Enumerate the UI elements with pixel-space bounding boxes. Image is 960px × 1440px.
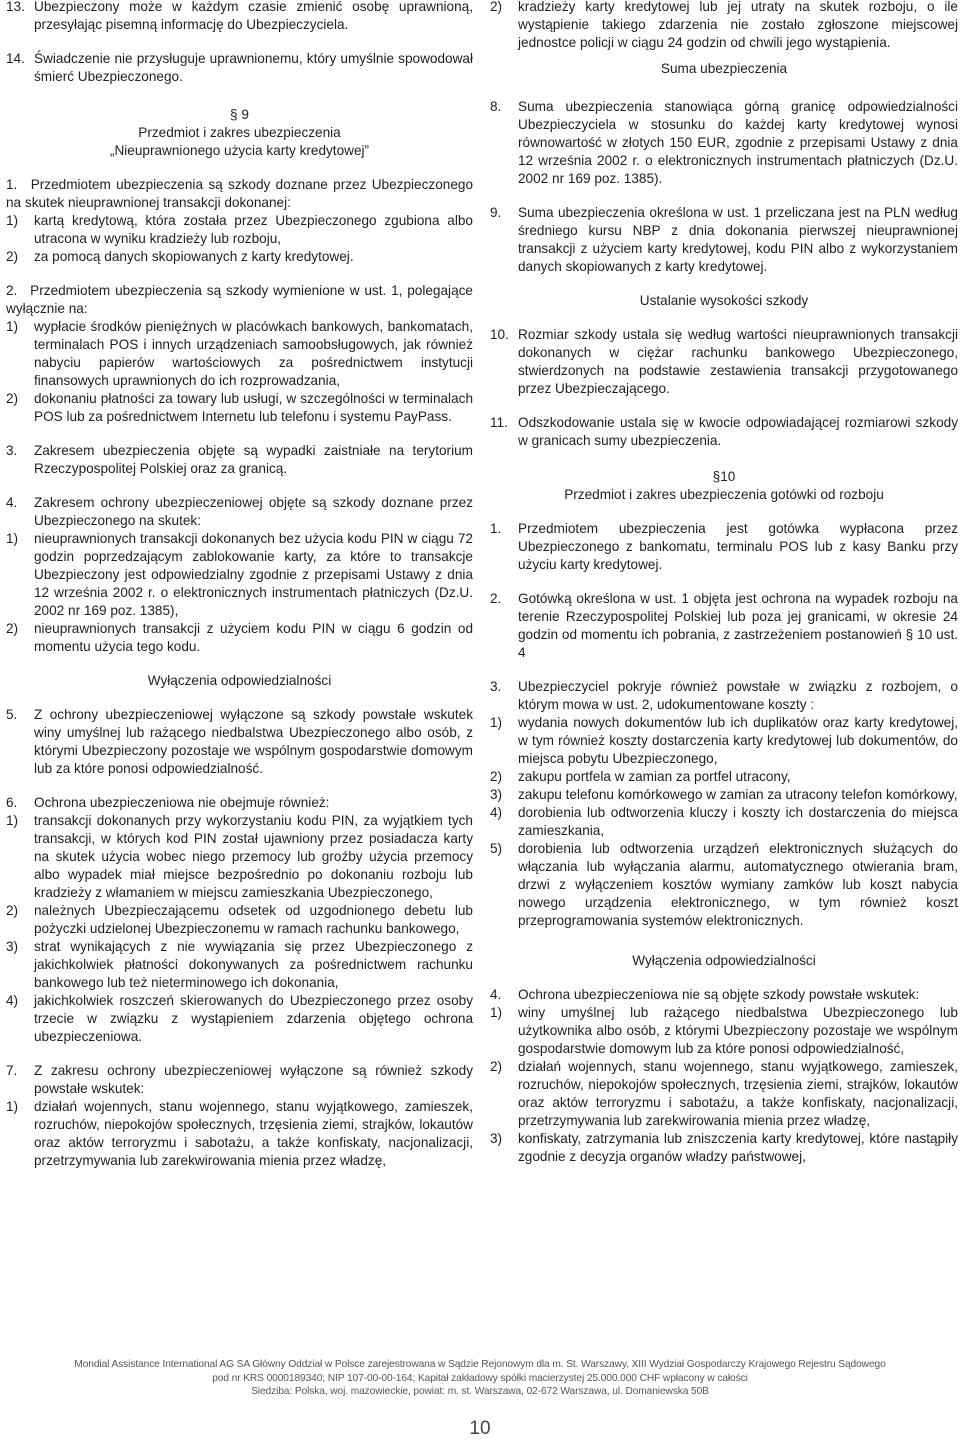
sub-item: 1) wypłacie środków pieniężnych w placówkach bankowych, bankomatach, terminalach POS i innych urządzeniach samoobsługowych, jak również nabyciu papierów wartościowych za pośrednictwem instytucji finansowych uprawnionych do ich rozprowadzania,	[6, 319, 473, 388]
sub-item: 3) konfiskaty, zatrzymania lub zniszczenia karty kredytowej, które nastąpiły zgodnie z decyzja organów władzy państwowej,	[490, 1131, 958, 1164]
footer-line: pod nr KRS 0000189340; NIP 107-00-00-164; Kapitał zakładowy spółki macierzystej 25.000.000 CHF wpłacony w całości	[212, 1372, 748, 1384]
sub-item: 2) działań wojennych, stanu wojennego, stanu wyjątkowego, zamieszek, rozruchów, niepokojów społecznych, trzęsienia ziemi, strajków, lokautów oraz aktów terroryzmu i sabotażu, a także konfiskaty, nacjonalizacji, przetrzymywania lub zarekwirowania mienia przez władzę,	[490, 1059, 958, 1128]
clause: 3. Zakresem ubezpieczenia objęte są wypadki zaistniałe na terytorium Rzeczypospolitej Polskiej oraz za granicą.	[6, 443, 473, 476]
right-column	[490, 0, 958, 1166]
sub-item: 4) dorobienia lub odtworzenia kluczy i koszty ich dostarczenia do miejsca zamieszkania,	[490, 805, 958, 838]
section-title: Przedmiot i zakres ubezpieczenia	[138, 125, 341, 140]
exclusions-heading: Wyłączenia odpowiedzialności	[147, 673, 332, 688]
list-item: 13. Ubezpieczony może w każdym czasie zmienić osobę uprawnioną, przesyłając pisemną informację do Ubezpieczyciela.	[6, 0, 473, 32]
sub-item: 1) wydania nowych dokumentów lub ich duplikatów oraz karty kredytowej, w tym również koszty dostarczenia karty kredytowej lub dokumentów, do miejsca pobytu Ubezpieczonego,	[490, 715, 958, 766]
section-heading	[490, 468, 958, 504]
sub-item: 2) zakupu portfela w zamian za portfel utracony,	[490, 769, 791, 784]
clause: 10. Rozmiar szkody ustala się według wartości nieuprawnionych transakcji dokonanych w ciężar rachunku bankowego Ubezpieczonego, stwierdzonych na podstawie zestawienia transakcji przygotowanego przez Ubezpieczającego.	[490, 327, 958, 396]
sub-item: 2) nieuprawnionych transakcji z użyciem kodu PIN w ciągu 6 godzin od momentu użycia tego kodu.	[6, 621, 473, 654]
sub-item: 1) transakcji dokonanych przy wykorzystaniu kodu PIN, za wyjątkiem tych transakcji, w których kod PIN został ujawniony przez posiadacza karty na skutek użycia wobec niego przemocy lub groźby użycia przemocy albo wypadek miał miejsce bezpośrednio po dokonaniu rozboju lub kradzieży z włamaniem w miejscu zamieszkania Ubezpieczonego,	[6, 813, 473, 900]
sub-item: 5) dorobienia lub odtworzenia urządzeń elektronicznych służących do włączania lub wyłączania alarmu, automatycznego otwierania bram, drzwi z wyłączeniem kosztów wymiany zamków lub koszt nabycia nowego urządzenia elektronicznego, w tym również koszt przeprogramowania systemów elektronicznych.	[490, 841, 958, 928]
clause: 1. Przedmiotem ubezpieczenia są szkody doznane przez Ubezpieczonego na skutek nieuprawnionej transakcji dokonanej:	[6, 177, 474, 210]
paragraph-symbol: §10	[712, 469, 736, 484]
footer-line: Mondial Assistance International AG SA Główny Oddział w Polsce zarejestrowana w Sądzie Rejonowym dla m. St. Warszawy, XIII Wydział Gospodarczy Krajowego Rejestru Sądowego	[74, 1359, 886, 1370]
legal-footer	[0, 1358, 960, 1399]
section-heading	[6, 106, 473, 160]
clause: 6. Ochrona ubezpieczeniowa nie obejmuje również:	[6, 795, 330, 810]
sub-item: 1) nieuprawnionych transakcji dokonanych bez użycia kodu PIN w ciągu 72 godzin poprzedzającym zablokowanie karty, za które to transakcje Ubezpieczony jest odpowiedzialny zgodnie z przepisami Ustawy z dnia 12 września 2002 r. o elektronicznych instrumentach płatniczych (Dz.U. 2002 nr 169 poz. 1385),	[6, 531, 473, 618]
sub-item: 1) działań wojennych, stanu wojennego, stanu wyjątkowego, zamieszek, rozruchów, niepokojów społecznych, trzęsienia ziemi, strajków, lokautów oraz aktów terroryzmu i sabotażu, a także konfiskaty, nacjonalizacji, przetrzymywania lub zarekwirowania mienia przez władzę,	[6, 1099, 473, 1168]
clause: 4. Ochrona ubezpieczeniowa nie są objęte szkody powstałe wskutek:	[490, 987, 920, 1002]
clause: 3. Ubezpieczyciel pokryje również powstałe w związku z rozbojem, o którym mowa w ust. 2, udokumentowane koszty :	[490, 679, 958, 712]
clause: 9. Suma ubezpieczenia określona w ust. 1 przeliczana jest na PLN według średniego kursu NBP z dnia dokonania pierwszej nieuprawnionej transakcji z użyciem karty kredytowej, kodu PIN albo z wykorzystaniem danych skopiowanych z karty kredytowej.	[490, 205, 958, 274]
clause: 4. Zakresem ochrony ubezpieczeniowej objęte są szkody doznane przez Ubezpieczonego na skutek:	[6, 495, 473, 528]
sub-item: 1) winy umyślnej lub rażącego niedbalstwa Ubezpieczonego lub użytkownika albo osób, z którymi Ubezpieczony pozostaje we wspólnym gospodarstwie domowym lub za które ponosi odpowiedzialność,	[490, 1005, 958, 1056]
sub-item: 2) kradzieży karty kredytowej lub jej utraty na skutek rozboju, o ile wystąpienie takiego zdarzenia nie zostało zgłoszone miejscowej jednostce policji w ciągu 24 godzin od chwili jego wystąpienia.	[490, 0, 958, 50]
clause: 7. Z zakresu ochrony ubezpieczeniowej wyłączone są również szkody powstałe wskutek:	[6, 1063, 473, 1096]
section-subtitle: „Nieuprawnionego użycia karty kredytowej”	[109, 143, 370, 158]
sub-item: 2) należnych Ubezpieczającemu odsetek od uzgodnionego debetu lub pożyczki udzielonej Ubezpieczonemu w ramach rachunku bankowego,	[6, 903, 473, 936]
list-item: 14. Świadczenie nie przysługuje uprawnionemu, który umyślnie spowodował śmierć Ubezpieczonego.	[6, 51, 473, 84]
sub-item: 3) zakupu telefonu komórkowego w zamian za utracony telefon komórkowy,	[490, 787, 958, 802]
clause: 2. Gotówką określona w ust. 1 objęta jest ochrona na wypadek rozboju na terenie Rzeczypospolitej Polskiej lub poza jej granicami, w okresie 24 godzin od momentu ich pobrania, z zastrzeżeniem postanowień § 10 ust. 4	[490, 591, 958, 660]
sub-item: 1) kartą kredytową, która została przez Ubezpieczonego zgubiona albo utracona w wyniku kradzieży lub rozboju,	[6, 213, 473, 246]
sub-item: 2) dokonaniu płatności za towary lub usługi, w szczególności w terminalach POS lub za pośrednictwem Internetu lub telefonu i systemu PayPass.	[6, 391, 473, 424]
sub-item: 4) jakichkolwiek roszczeń skierowanych do Ubezpieczonego przez osoby trzecie w związku z wystąpieniem zdarzenia objętego ochrona ubezpieczeniowa.	[6, 993, 473, 1044]
clause: 2. Przedmiotem ubezpieczenia są szkody wymienione w ust. 1, polegające wyłącznie na:	[6, 283, 473, 316]
clause: 8. Suma ubezpieczenia stanowiąca górną granicę odpowiedzialności Ubezpieczyciela w stosunku do każdej karty kredytowej wynosi równowartość w złotych 150 EUR, zgodnie z przepisami Ustawy z dnia 12 września 2002 r. o elektronicznych instrumentach płatniczych (Dz.U. 2002 nr 169 poz. 1385).	[490, 99, 958, 186]
clause: 5. Z ochrony ubezpieczeniowej wyłączone są szkody powstałe wskutek winy umyślnej lub rażącego niedbalstwa Ubezpieczonego albo osób, z którymi Ubezpieczony pozostaje we wspólnym gospodarstwie domowym lub za które ponosi odpowiedzialność.	[6, 707, 473, 776]
page-number: 10	[469, 1418, 491, 1439]
sum-heading: Suma ubezpieczenia	[660, 61, 788, 76]
section-title: Przedmiot i zakres ubezpieczenia gotówki od rozboju	[564, 487, 884, 502]
paragraph-symbol: § 9	[230, 107, 249, 122]
footer-line: Siedziba: Polska, woj. mazowieckie, powiat: m. st. Warszawa, 02-672 Warszawa, ul. Domaniewska 50B	[251, 1386, 709, 1397]
sub-item: 2) za pomocą danych skopiowanych z karty kredytowej.	[6, 249, 354, 264]
left-column	[6, 0, 473, 1170]
clause: 1. Przedmiotem ubezpieczenia jest gotówka wypłacona przez Ubezpieczonego z bankomatu, terminalu POS lub z kasy Banku przy użyciu karty kredytowej.	[490, 521, 958, 572]
clause: 11. Odszkodowanie ustala się w kwocie odpowiadającej rozmiarowi szkody w granicach sumy ubezpieczenia.	[490, 415, 958, 448]
sub-item: 3) strat wynikających z nie wywiązania się przez Ubezpieczonego z jakichkolwiek płatności dokonywanych za pośrednictwem rachunku bankowego lub też nieterminowego ich dokonania,	[6, 939, 473, 990]
exclusions-heading: Wyłączenia odpowiedzialności	[632, 953, 816, 968]
damage-heading: Ustalanie wysokości szkody	[639, 293, 809, 308]
